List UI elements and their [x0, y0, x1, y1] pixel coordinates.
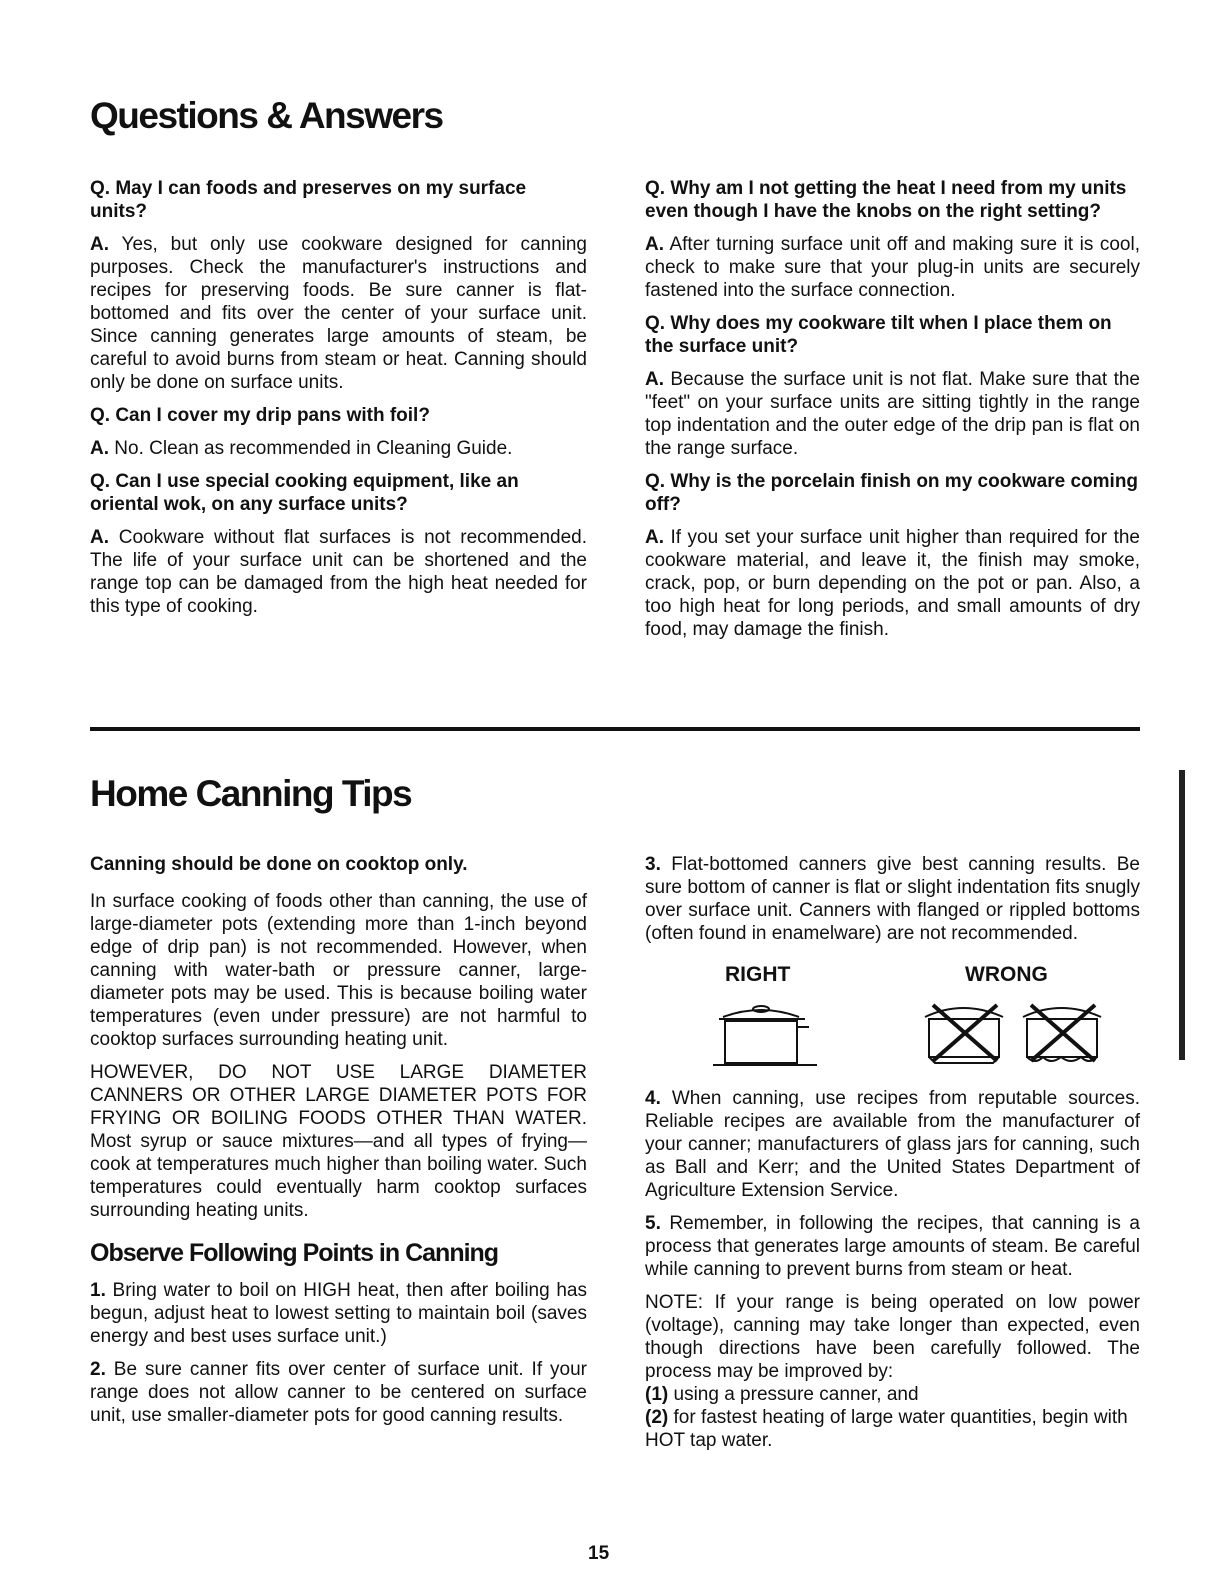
paragraph: HOWEVER, DO NOT USE LARGE DIAMETER CANNERS OR OTHER LARGE DIAMETER POTS FOR FRYING OR BOILING FOODS OTHER THAN WATER. Most syrup or sauce mixtures—and all types of frying—cook at temperatures much higher than boiling water. Such temperatures could eventually harm cooktop surfaces surrounding heating units. [90, 1062, 587, 1221]
answer: A. Because the surface unit is not flat. Make sure that the "feet" on your surface units are sitting tightly in the range top indentation and the outer edge of the drip pan is flat on the range surface. [645, 369, 1140, 459]
qa-item [90, 404, 587, 460]
point-item: 4. When canning, use recipes from reputable sources. Reliable recipes are available from the manufacturer of your canner; manufacturers of glass jars for canning, such as Ball and Kerr; and the United States Department of Agriculture Extension Service. [645, 1088, 1140, 1201]
question: Q. Why am I not getting the heat I need from my units even though I have the knobs on the right setting? [645, 178, 1127, 222]
qa-item [645, 470, 1140, 641]
margin-bar [1179, 770, 1185, 1060]
qa-item [90, 177, 587, 394]
canning-lead: Canning should be done on cooktop only. [90, 854, 468, 875]
canning-subhead: Observe Following Points in Canning [90, 1239, 499, 1267]
note-item: (2) for fastest heating of large water quantities, begin with HOT tap water. [645, 1407, 1128, 1451]
section-divider [90, 727, 1140, 731]
paragraph: In surface cooking of foods other than canning, the use of large-diameter pots (extending more than 1-inch beyond edge of drip pan) is not recommended. However, when canning with water-bath or pressure canner, large-diameter pots may be used. This is because boiling water temperatures (even under pressure) are not harmful to cooktop surfaces surrounding heating unit. [90, 891, 587, 1050]
question: Q. May I can foods and preserves on my surface units? [90, 178, 527, 222]
note: NOTE: If your range is being operated on low power (voltage), canning may take longer than expected, even though directions have been carefully followed. The process may be improved by: [645, 1292, 1140, 1382]
canning-right-column [645, 853, 1140, 1452]
canning-left-column [90, 853, 587, 1437]
answer: A. Yes, but only use cookware designed for canning purposes. Check the manufacturer's instructions and recipes for preserving foods. Be sure canner is flat-bottomed and fits over the center of your surface unit. Since canning generates large amounts of steam, be careful to avoid burns from steam or heat. Canning should only be done on surface units. [90, 234, 587, 393]
qa-item [645, 177, 1140, 302]
wrong-canner-icons [915, 999, 1115, 1069]
right-label: RIGHT [725, 963, 791, 986]
question: Q. Can I cover my drip pans with foil? [90, 405, 430, 426]
qa-left-column [90, 177, 587, 628]
question: Q. Can I use special cooking equipment, like an oriental wok, on any surface units? [90, 471, 519, 515]
page-number: 15 [588, 1543, 610, 1564]
note-list [645, 1383, 1140, 1452]
answer: A. Cookware without flat surfaces is not recommended. The life of your surface unit can be shortened and the range top can be damaged from the high heat needed for this type of cooking. [90, 527, 587, 617]
point-item: 2. Be sure canner fits over center of surface unit. If your range does not allow canner to be centered on surface unit, use smaller-diameter pots for good canning results. [90, 1359, 587, 1426]
flat-canner-icon [713, 999, 823, 1069]
qa-title: Questions & Answers [90, 95, 443, 136]
canner-diagram [645, 963, 1140, 1073]
flanged-canner-icon [925, 1005, 1003, 1063]
point-item: 5. Remember, in following the recipes, that canning is a process that generates large amounts of steam. Be careful while canning to prevent burns from steam or heat. [645, 1213, 1140, 1280]
point-item: 1. Bring water to boil on HIGH heat, then after boiling has begun, adjust heat to lowest setting to maintain boil (saves energy and best uses surface unit.) [90, 1280, 587, 1347]
answer: A. No. Clean as recommended in Cleaning Guide. [90, 438, 513, 459]
wrong-label: WRONG [965, 963, 1048, 986]
question: Q. Why does my cookware tilt when I place them on the surface unit? [645, 313, 1112, 357]
canning-title: Home Canning Tips [90, 773, 412, 814]
question: Q. Why is the porcelain finish on my cookware coming off? [645, 471, 1139, 515]
qa-item [90, 470, 587, 618]
qa-right-column [645, 177, 1140, 651]
answer: A. After turning surface unit off and making sure it is cool, check to make sure that your plug-in units are securely fastened into the surface connection. [645, 234, 1140, 301]
qa-item [645, 312, 1140, 460]
rippled-canner-icon [1023, 1005, 1101, 1061]
point-item: 3. Flat-bottomed canners give best canning results. Be sure bottom of canner is flat or slight indentation fits snugly over surface unit. Canners with flanged or rippled bottoms (often found in enamelware) are not recommended. [645, 854, 1140, 944]
answer: A. If you set your surface unit higher than required for the cookware material, and leave it, the finish may smoke, crack, pop, or burn depending on the pot or pan. Also, a too high heat for long periods, and small amounts of dry food, may damage the finish. [645, 527, 1140, 640]
note-item: (1) using a pressure canner, and [645, 1384, 919, 1405]
